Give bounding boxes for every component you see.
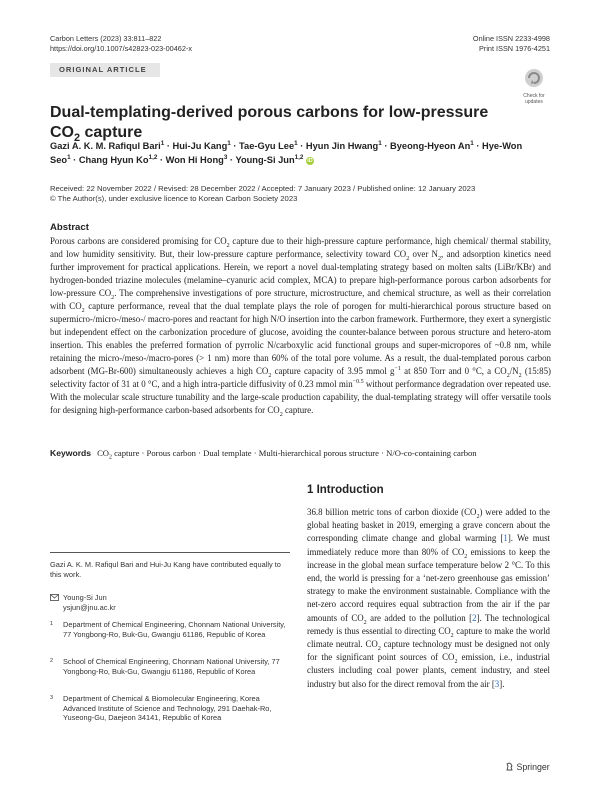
author-affiliation-mark: 3 bbox=[223, 153, 228, 161]
author-affiliation-mark: 1,2 bbox=[294, 153, 304, 161]
author-name[interactable]: Chang Hyun Ko bbox=[78, 155, 149, 165]
journal-reference: Carbon Letters (2023) 33:811–822 bbox=[50, 34, 162, 43]
envelope-icon bbox=[50, 594, 59, 604]
check-for-updates-badge[interactable] bbox=[519, 68, 549, 105]
copyright-line: © The Author(s), under exclusive licence to Korean Carbon Society 2023 bbox=[50, 194, 298, 203]
author-affiliation-mark: 1 bbox=[227, 139, 231, 147]
equal-contribution-note: Gazi A. K. M. Rafiqul Bari and Hui-Ju Kang have contributed equally to this work. bbox=[50, 560, 281, 579]
author-name[interactable]: Hui-Ju Kang bbox=[172, 141, 228, 151]
affiliation-3: 3 Department of Chemical & Biomolecular Engineering, Korea Advanced Institute of Science and Technology, 291 Daehak-Ro, Yuseong-Gu, Daejeon 34141, Republic of Korea bbox=[50, 694, 272, 723]
author-name[interactable]: Won Hi Hong bbox=[165, 155, 224, 165]
publisher-name: Springer bbox=[516, 762, 550, 772]
doi-link[interactable]: https://doi.org/10.1007/s42823-023-00462-x bbox=[50, 44, 192, 53]
author-affiliation-mark: 1,2 bbox=[148, 153, 158, 161]
check-updates-icon bbox=[519, 68, 549, 88]
citation-link-3[interactable]: 3 bbox=[494, 678, 500, 689]
author-affiliation-mark: 1 bbox=[67, 153, 71, 161]
author-affiliation-mark: 1 bbox=[470, 139, 474, 147]
author-name[interactable]: Byeong-Hyeon An bbox=[390, 141, 471, 151]
print-issn: Print ISSN 1976-4251 bbox=[479, 44, 550, 53]
corresponding-author bbox=[50, 593, 290, 612]
citation-link-1[interactable]: 1 bbox=[503, 533, 508, 544]
author-affiliation-mark: 1 bbox=[160, 139, 165, 147]
introduction-heading: 1 Introduction bbox=[307, 484, 384, 496]
author-name[interactable]: Gazi A. K. M. Rafiqul Bari bbox=[50, 141, 161, 151]
abstract-heading: Abstract bbox=[50, 222, 89, 233]
springer-horse-icon bbox=[505, 762, 514, 771]
article-history bbox=[50, 184, 550, 204]
check-updates-line2: updates bbox=[525, 99, 543, 105]
abstract-text: Porous carbons are considered promising for $CO_2$ capture due to their high-pressure capture performance, high chemical/ thermal stability, and low humidity sensitivity. But, their low-pressure capture performance, selectivity toward $CO_2$ over $N_2$, and adsorption kinetics need further improvement for practical applications. Herein, we report a novel dual-templating strategy based on molten salts (LiBr/KBr) and hydrogen-bonded triazine molecules (melamine–cyanuric acid complex, MCA) to prepare high-performance porous carbon adsorbents for low-pressure $CO_2$. The comprehensive investigations of pore structure, microstructure, and chemical structure, as well as their correlation with $CO_2$ capture performance, reveal that the dual template plays the role of porogen for multi-hierarchical porous structure based on supermicro-/micro-/meso-/ macro-pores and reactant for high N/O insertion into the carbon framework. Furthermore, they exert a synergistic but independent effect on the carbonization procedure of glucose, avoiding the counter-balance between porous structure and hetero-atom insertion. This enables the preferred formation of pyrrolic N/carboxylic acid functional groups and super-micropores of ~0.8 nm, while retaining the micro-/meso-/macro-pores (> 1 nm) more than 60% of the total pore volume. As a result, the dual-templated porous carbon adsorbent (MG-Br-600) simultaneously achieves a high $CO_2$ capture capacity of 3.95 mmol $g^{-1}$ at 850 Torr and 0 °C, a $CO_2/N_2$ (15:85) selectivity factor of 31 at 0 °C, and a high intra-particle diffusivity of 0.23 mmol $\min^{-0.5}$ without performance degradation over repeated use. With the molecular scale structure tunability and the large-scale production capability, the dual-templating strategy will offer versatile tools for designing high-performance carbon-based adsorbents for $CO_2$ capture. bbox=[50, 236, 551, 418]
author-list: Gazi A. K. M. Rafiqul Bari$^1$ · Hui-Ju Kang$^1$ · Tae-Gyu Lee$^1$ · Hyun Jin Hwang$^1$ · Byeong-Hyeon $An^1 \cdot Hye-Won$ Seo$^1$ · Chang Hyun Ko$^{1,2}$ · Won Hi Hong$^3$ · Young-Si Jun$^{1,2}$ iD bbox=[50, 139, 523, 165]
author-affiliation-mark: 1 bbox=[378, 139, 382, 147]
publisher-logo bbox=[505, 762, 550, 772]
author-name[interactable]: Young-Si Jun bbox=[235, 155, 295, 165]
online-issn: Online ISSN 2233-4998 bbox=[472, 34, 550, 43]
affiliation-1: 1 Department of Chemical Engineering, Chonnam National University, 77 Yongbong-Ro, Buk-Gu, Gwangju 61186, Republic of Korea bbox=[50, 620, 286, 639]
corresponding-author-name: Young-Si Jun bbox=[63, 593, 107, 602]
citation-link-2[interactable]: 2 bbox=[472, 612, 477, 623]
check-updates-line1: Check for bbox=[523, 93, 545, 99]
author-name[interactable]: Tae-Gyu Lee bbox=[239, 141, 295, 151]
introduction-text: 36.8 billion metric tons of carbon dioxide $(CO_2)$ were added to the global heating basket in 2019, emerging a grave concern about the corresponding climate change and global warming [1]. We must immediately reduce more than 80% of $CO_2$ emissions to keep the increase in the global mean surface temperature below 2 °C. To this end, the world is pressing for a ‘net-zero greenhouse gas emission’ strategy to make the environment sustainable. Compliance with the net-zero accord requires equal subtraction from the air if the par amounts of $CO_2$ are added to the pollution [2]. The technological remedy is thus essential to directing $CO_2$ capture to make the world climate neutral. $CO_2$ capture technology must be designed not only for the significant point sources of $CO_2$ emission, i.e., industrial clusters including coal power plants, cement industry, and steel industry but also for the direct removal from the air [3]. bbox=[307, 507, 550, 689]
author-affiliation-mark: 1 bbox=[294, 139, 298, 147]
orcid-icon[interactable]: iD bbox=[307, 157, 313, 164]
corresponding-author-email[interactable]: ysjun@jnu.ac.kr bbox=[63, 602, 116, 612]
author-name[interactable]: Hyun Jin Hwang bbox=[305, 141, 379, 151]
footnote-divider bbox=[50, 552, 290, 553]
author-name[interactable]: Hye-Won Seo bbox=[50, 141, 523, 165]
article-type-banner: ORIGINAL ARTICLE bbox=[50, 63, 160, 77]
dates-line: Received: 22 November 2022 / Revised: 28 December 2022 / Accepted: 7 January 2023 / Published online: 12 January 2023 bbox=[50, 184, 476, 193]
keywords: Keywords $CO_2$ capture · Porous carbon · Dual template · Multi-hierarchical porous structure · N/O-co-containing carbon bbox=[50, 448, 477, 461]
article-title: Dual-templating-derived porous carbons for low-pressure $CO_2$ capture bbox=[50, 104, 489, 145]
affiliation-2: 2 School of Chemical Engineering, Chonnam National University, 77 Yongbong-Ro, Buk-Gu, Gwangju 61186, Republic of Korea bbox=[50, 657, 280, 676]
